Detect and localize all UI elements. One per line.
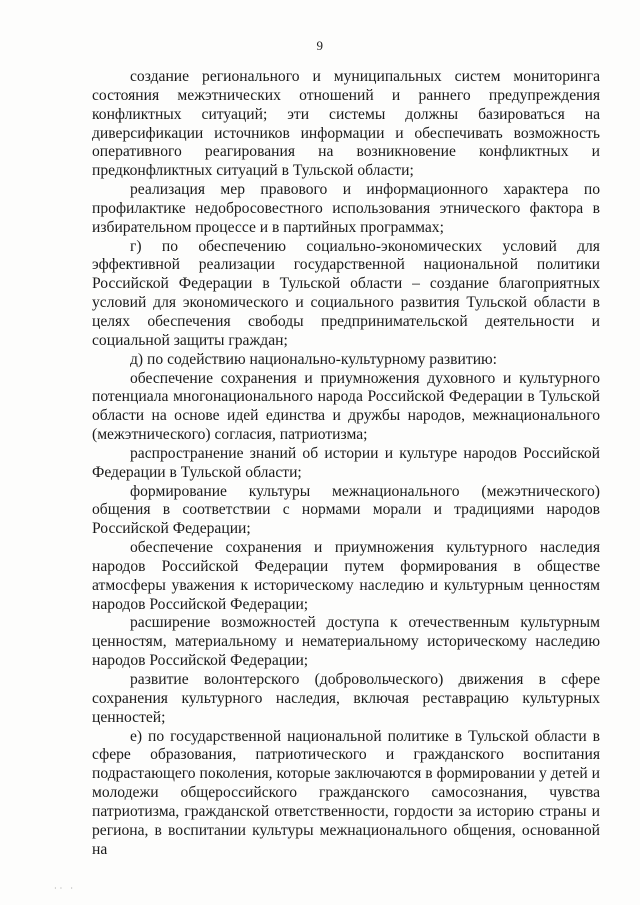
paragraph-monitoring-systems: создание регионального и муниципальных систем мониторинга состояния межэтнических отношений и раннего предупреждения конфликтных ситуаций; эти системы должны базироваться на диверсификации источников информации и обеспечивать возможность оперативного реагирования на возникновение конфликтных и предконфликтных ситуаций в Тульской области; xyxy=(92,68,600,180)
document-body xyxy=(92,68,600,859)
scan-artifact-dots: ·· · xyxy=(54,884,76,893)
paragraph-history-knowledge: распространение знаний об истории и культуре народов Российской Федерации в Тульской области; xyxy=(92,444,600,481)
paragraph-cultural-heritage: обеспечение сохранения и приумножения культурного наследия народов Российской Федерации путем формирования в обществе атмосферы уважения к историческому наследию и культурным ценностям народов Российской Федерации; xyxy=(92,539,600,613)
paragraph-education-policy: е) по государственной национальной политике в Тульской области в сфере образования, патриотического и гражданского воспитания подрастающего поколения, которые заключаются в формировании у детей и молодежи общероссийского гражданского самосознания, чувства патриотизма, гражданской ответственности, гордости за историю страны и региона, в воспитании культуры межнационального общения, основанной на xyxy=(92,727,600,858)
page-number: 9 xyxy=(316,38,324,53)
paragraph-communication-culture: формирование культуры межнационального (межэтнического) общения в соответствии с нормами морали и традициями народов Российской Федерации; xyxy=(92,482,600,538)
paragraph-socio-economic: г) по обеспечению социально-экономических условий для эффективной реализации государственной национальной политики Российской Федерации в Тульской области – создание благоприятных условий для экономического и социального развития Тульской области в целях обеспечения свободы предпринимательской деятельности и социальной защиты граждан; xyxy=(92,237,600,349)
paragraph-access-values: расширение возможностей доступа к отечественным культурным ценностям, материальному и нематериальному историческому наследию народов Российской Федерации; xyxy=(92,614,600,670)
paragraph-spiritual-potential: обеспечение сохранения и приумножения духовного и культурного потенциала многонационального народа Российской Федерации в Тульской области на основе идей единства и дружбы народов, межнационального (межэтнического) согласия, патриотизма; xyxy=(92,369,600,444)
paragraph-volunteer-movement: развитие волонтерского (добровольческого) движения в сфере сохранения культурного наследия, включая реставрацию культурных ценностей; xyxy=(92,671,600,726)
paragraph-legal-measures: реализация мер правового и информационного характера по профилактике недобросовестного использования этнического фактора в избирательном процессе и в партийных программах; xyxy=(92,181,600,236)
paragraph-cultural-development-heading: д) по содействию национально-культурному развитию: xyxy=(130,350,498,368)
